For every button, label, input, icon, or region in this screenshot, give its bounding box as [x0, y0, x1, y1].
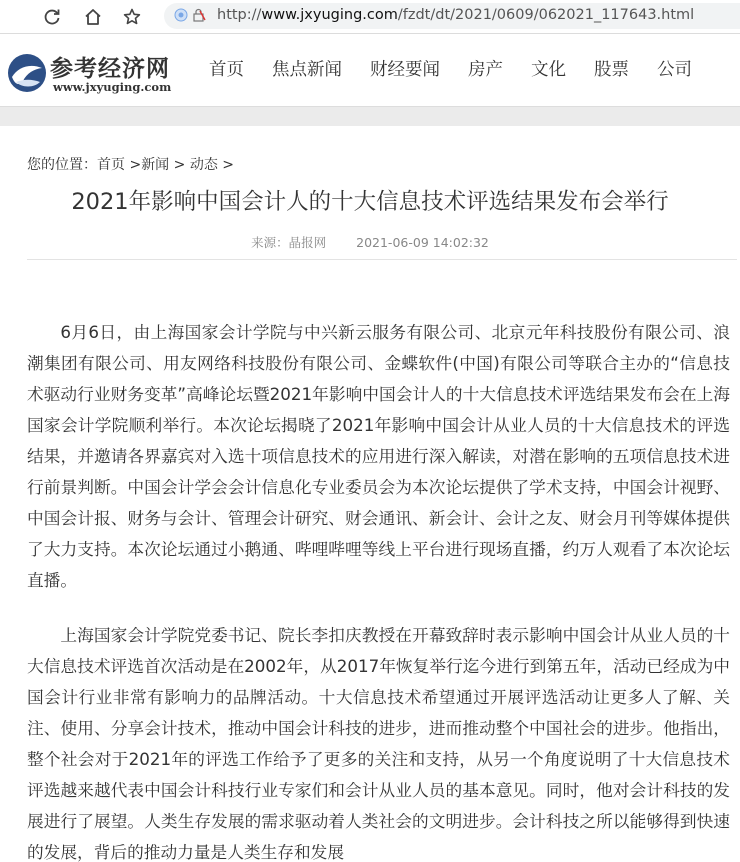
url-text[interactable]: http://www.jxyuging.com/fzdt/dt/2021/0609/062021_117643.html	[217, 7, 695, 23]
site-logo[interactable]	[6, 50, 191, 100]
nav-real-estate[interactable]: 房产	[468, 60, 503, 80]
nav-company[interactable]: 公司	[657, 60, 692, 80]
title-divider	[27, 259, 737, 260]
article-title: 2021年影响中国会计人的十大信息技术评选结果发布会举行	[71, 189, 669, 215]
article-paragraph: 上海国家会计学院党委书记、院长李扣庆教授在开幕致辞时表示影响中国会计从业人员的十大信息技术评选首次活动是在2002年，从2017年恢复举行迄今进行到第五年，活动已经成为中国会计行业非常有影响力的品牌活动。十大信息技术希望通过开展评选活动让更多人了解、关注、使用、分享会计技术，推动中国会计科技的进步，进而推动整个中国社会的进步。他指出，整个社会对于2021年的评选工作给予了更多的关注和支持，从另一个角度说明了十大信息技术评选越来越代表中国会计科技行业专家们和会计从业人员的基本意见。同时，他对会计科技的发展进行了展望。人类生存发展的需求驱动着人类社会的文明进步。会计科技之所以能够得到快速的发展，背后的推动力量是人类生存和发展	[27, 625, 730, 862]
browser-toolbar	[0, 0, 740, 34]
home-icon[interactable]	[81, 5, 105, 29]
article-source: 来源：晶报网	[251, 235, 327, 250]
breadcrumb-separator: >	[217, 157, 235, 173]
breadcrumb-separator: >	[169, 157, 190, 173]
logo-url: www.jxyuging.com	[53, 80, 172, 94]
article-paragraph: 6月6日，由上海国家会计学院与中兴新云服务有限公司、北京元年科技股份有限公司、浪潮集团有限公司、用友网络科技股份有限公司、金蝶软件(中国)有限公司等联合主办的“信息技术驱动行业财务变革”高峰论坛暨2021年影响中国会计人的十大信息技术评选结果发布会在上海国家会计学院顺利举行。本次论坛揭晓了2021年影响中国会计从业人员的十大信息技术的评选结果，并邀请各界嘉宾对入选十项信息技术的应用进行深入解读，对潜在影响的五项信息技术进行前景判断。中国会计学会会计信息化专业委员会为本次论坛提供了学术支持，中国会计视野、中国会计报、财务与会计、管理会计研究、财会通讯、新会计、会计之友、财会月刊等媒体提供了大力支持。本次论坛通过小鹅通、哔哩哔哩等线上平台进行现场直播，约万人观看了本次论坛直播。	[27, 322, 730, 590]
article-date: 2021-06-09 14:02:32	[356, 235, 489, 250]
breadcrumb-separator: >	[125, 157, 142, 173]
globe-logo-icon	[6, 52, 48, 94]
main-nav	[195, 54, 706, 86]
logo-title: 参考经济网	[50, 55, 170, 82]
nav-finance[interactable]: 财经要闻	[370, 60, 440, 80]
nav-home[interactable]: 首页	[209, 60, 244, 80]
reload-icon[interactable]	[40, 5, 64, 29]
page-info-icon[interactable]	[174, 8, 188, 22]
nav-stocks[interactable]: 股票	[594, 60, 629, 80]
nav-focus-news[interactable]: 焦点新闻	[272, 60, 342, 80]
breadcrumb-home[interactable]: 首页	[97, 157, 125, 173]
nav-culture[interactable]: 文化	[531, 60, 566, 80]
not-secure-icon[interactable]	[192, 8, 206, 22]
header-band	[0, 106, 740, 126]
breadcrumb	[27, 154, 234, 174]
breadcrumb-label: 您的位置：	[27, 157, 97, 173]
address-bar[interactable]	[164, 3, 740, 29]
site-header	[0, 34, 740, 106]
breadcrumb-current[interactable]: 动态	[189, 157, 218, 173]
breadcrumb-news[interactable]: 新闻	[141, 157, 170, 173]
bookmark-star-icon[interactable]	[120, 5, 144, 29]
article-meta	[0, 233, 740, 251]
